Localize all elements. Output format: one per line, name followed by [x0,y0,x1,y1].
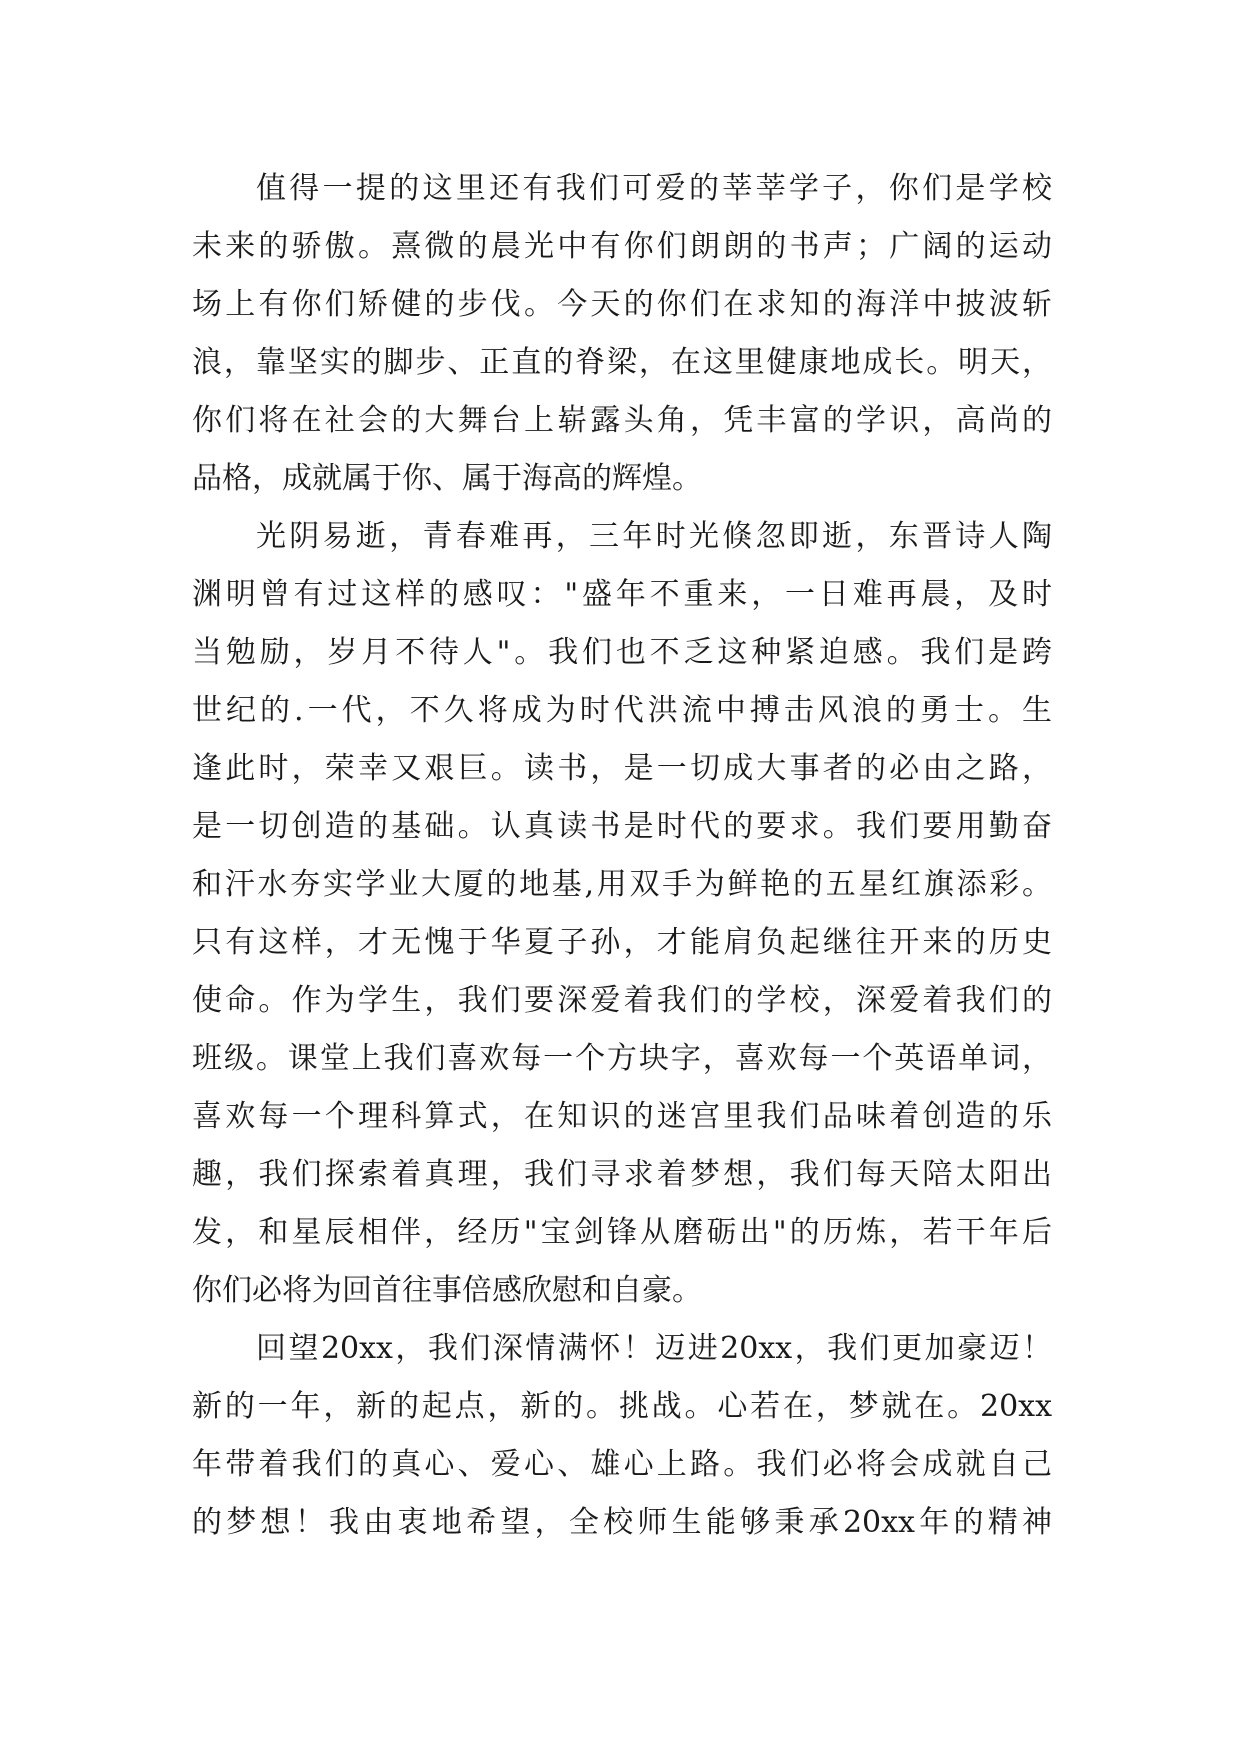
text-line: 品格，成就属于你、属于海高的辉煌。 [192,461,702,496]
paragraph-2 [192,508,1052,1320]
text-line: 逢此时，荣幸又艰巨。读书，是一切成大事者的必由之路， [192,751,1052,786]
text-line: 未来的骄傲。熹微的晨光中有你们朗朗的书声；广阔的运动 [192,229,1052,264]
text-line: 你们必将为回首往事倍感欣慰和自豪。 [192,1273,702,1308]
text-line: 新的一年，新的起点，新的。挑战。心若在，梦就在。20xx [192,1389,1052,1424]
text-line: 是一切创造的基础。认真读书是时代的要求。我们要用勤奋 [192,809,1052,844]
text-line: 值得一提的这里还有我们可爱的莘莘学子，你们是学校 [256,171,1052,206]
text-line: 和汗水夯实学业大厦的地基,用双手为鲜艳的五星红旗添彩。 [192,867,1052,902]
paragraph-1 [192,160,1052,508]
text-line: 发，和星辰相伴，经历"宝剑锋从磨砺出"的历炼，若干年后 [192,1215,1052,1250]
text-line: 渊明曾有过这样的感叹："盛年不重来，一日难再晨，及时 [192,577,1052,612]
text-line: 光阴易逝，青春难再，三年时光倏忽即逝，东晋诗人陶 [256,519,1052,554]
text-line: 场上有你们矫健的步伐。今天的你们在求知的海洋中披波斩 [192,287,1052,322]
text-line: 的梦想！我由衷地希望，全校师生能够秉承20xx年的精神 [192,1505,1052,1540]
text-line: 班级。课堂上我们喜欢每一个方块字，喜欢每一个英语单词， [192,1041,1052,1076]
text-line: 你们将在社会的大舞台上崭露头角，凭丰富的学识，高尚的 [192,403,1052,438]
text-line: 喜欢每一个理科算式，在知识的迷宫里我们品味着创造的乐 [192,1099,1052,1134]
text-line: 使命。作为学生，我们要深爱着我们的学校，深爱着我们的 [192,983,1052,1018]
document-body [192,160,1052,1552]
text-line: 年带着我们的真心、爱心、雄心上路。我们必将会成就自己 [192,1447,1052,1482]
text-line: 趣，我们探索着真理，我们寻求着梦想，我们每天陪太阳出 [192,1157,1052,1192]
text-line: 世纪的.一代，不久将成为时代洪流中搏击风浪的勇士。生 [192,693,1052,728]
text-line: 浪，靠坚实的脚步、正直的脊梁，在这里健康地成长。明天， [192,345,1052,380]
text-line: 当勉励，岁月不待人"。我们也不乏这种紧迫感。我们是跨 [192,635,1052,670]
paragraph-3 [192,1320,1052,1552]
text-line: 回望20xx，我们深情满怀！迈进20xx，我们更加豪迈！ [256,1331,1052,1366]
text-line: 只有这样，才无愧于华夏子孙，才能肩负起继往开来的历史 [192,925,1052,960]
